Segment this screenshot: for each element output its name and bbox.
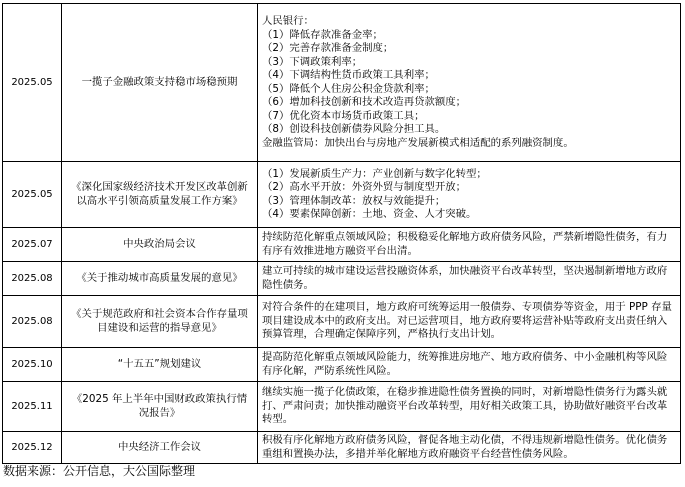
policy-table-body — [3, 4, 681, 464]
content-cell — [258, 348, 681, 382]
date-cell: 2025.11 — [3, 382, 62, 432]
content-line: （4）要素保障创新：土地、资金、人才突破。 — [262, 208, 477, 220]
content-line: （5）降低个人住房公积金贷款利率； — [262, 82, 435, 95]
table-row — [3, 432, 681, 464]
table-row — [3, 296, 681, 348]
table-row — [3, 382, 681, 432]
event-cell: 《深化国家级经济技术开发区改革创新以高水平引领高质量发展工作方案》 — [62, 162, 258, 228]
content-line: （2）完善存款准备金制度； — [262, 42, 394, 54]
table-row — [3, 162, 681, 228]
content-text: 积极有序化解地方政府债务风险，督促各地主动化债，不得违规新增隐性债务。优化债务重组和置换办法，多措并举化解地方政府融资平台经营性债务风险。 — [262, 434, 668, 460]
event-cell: 中央经济工作会议 — [62, 432, 258, 464]
content-cell — [258, 262, 681, 296]
content-line: （7）优化资本市场货币政策工具； — [262, 109, 425, 122]
content-line: 金融监管局：加快出台与房地产发展新模式相适配的系列融资制度。 — [262, 136, 574, 149]
date-cell: 2025.05 — [3, 162, 62, 228]
event-cell: 《关于推动城市高质量发展的意见》 — [62, 262, 258, 296]
content-line: （3）下调政策利率； — [262, 55, 363, 68]
event-cell: 一揽子金融政策支持稳市场稳预期 — [62, 4, 258, 162]
content-text: 对符合条件的在建项目，地方政府可统筹运用一般债券、专项债券等资金，用于 PPP 存量项目建设成本中的政府支出。对已运营项目，地方政府要将运营补贴等政府支出责任纳入预算管理，合理确定保障序列，严格执行支出计划。 — [262, 301, 672, 341]
content-cell — [258, 4, 681, 162]
event-cell: 《关于规范政府和社会资本合作存量项目建设和运营的指导意见》 — [62, 296, 258, 348]
content-text: 建立可持续的城市建设运营投融资体系，加快融资平台改革转型，坚决遏制新增地方政府隐性债务。 — [262, 265, 668, 291]
event-cell: “十五五”规划建议 — [62, 348, 258, 382]
date-cell: 2025.08 — [3, 296, 62, 348]
content-cell — [258, 382, 681, 432]
policy-table — [2, 3, 681, 464]
table-row — [3, 228, 681, 262]
date-cell: 2025.12 — [3, 432, 62, 464]
date-cell: 2025.08 — [3, 262, 62, 296]
content-line: （2）高水平开放：外资外贸与制度型开放； — [262, 181, 467, 193]
content-line: （4）下调结构性货币政策工具利率； — [262, 69, 435, 81]
data-source-note: 数据来源：公开信息，大公国际整理 — [3, 464, 196, 478]
event-cell: 中央政治局会议 — [62, 228, 258, 262]
content-cell — [258, 432, 681, 464]
content-text: 继续实施一揽子化债政策，在稳步推进隐性债务置换的同时，对新增隐性债务行为露头就打、严肃问责；加快推动融资平台改革转型，用好相关政策工具，协助做好融资平台改革转型。 — [262, 386, 668, 426]
date-cell: 2025.07 — [3, 228, 62, 262]
content-line: （1）降低存款准备金率； — [262, 28, 383, 41]
content-line: 人民银行： — [262, 15, 314, 27]
content-line: （1）发展新质生产力：产业创新与数字化转型； — [262, 167, 487, 180]
content-line: （8）创设科技创新债券风险分担工具。 — [262, 123, 446, 135]
content-cell — [258, 162, 681, 228]
table-row — [3, 262, 681, 296]
event-cell: 《2025 年上半年中国财政政策执行情况报告》 — [62, 382, 258, 432]
content-text: 持续防范化解重点领域风险；积极稳妥化解地方政府债务风险，严禁新增隐性债务，有力有序有效推进地方融资平台出清。 — [262, 231, 668, 257]
date-cell: 2025.10 — [3, 348, 62, 382]
content-text: 提高防范化解重点领域风险能力，统筹推进房地产、地方政府债务、中小金融机构等风险有序化解，严防系统性风险。 — [262, 351, 668, 377]
content-cell — [258, 228, 681, 262]
content-cell — [258, 296, 681, 348]
date-cell: 2025.05 — [3, 4, 62, 162]
content-line: （3）管理体制改革：放权与效能提升； — [262, 194, 446, 207]
table-row — [3, 4, 681, 162]
content-line: （6）增加科技创新和技术改造再贷款额度； — [262, 96, 467, 108]
table-row — [3, 348, 681, 382]
